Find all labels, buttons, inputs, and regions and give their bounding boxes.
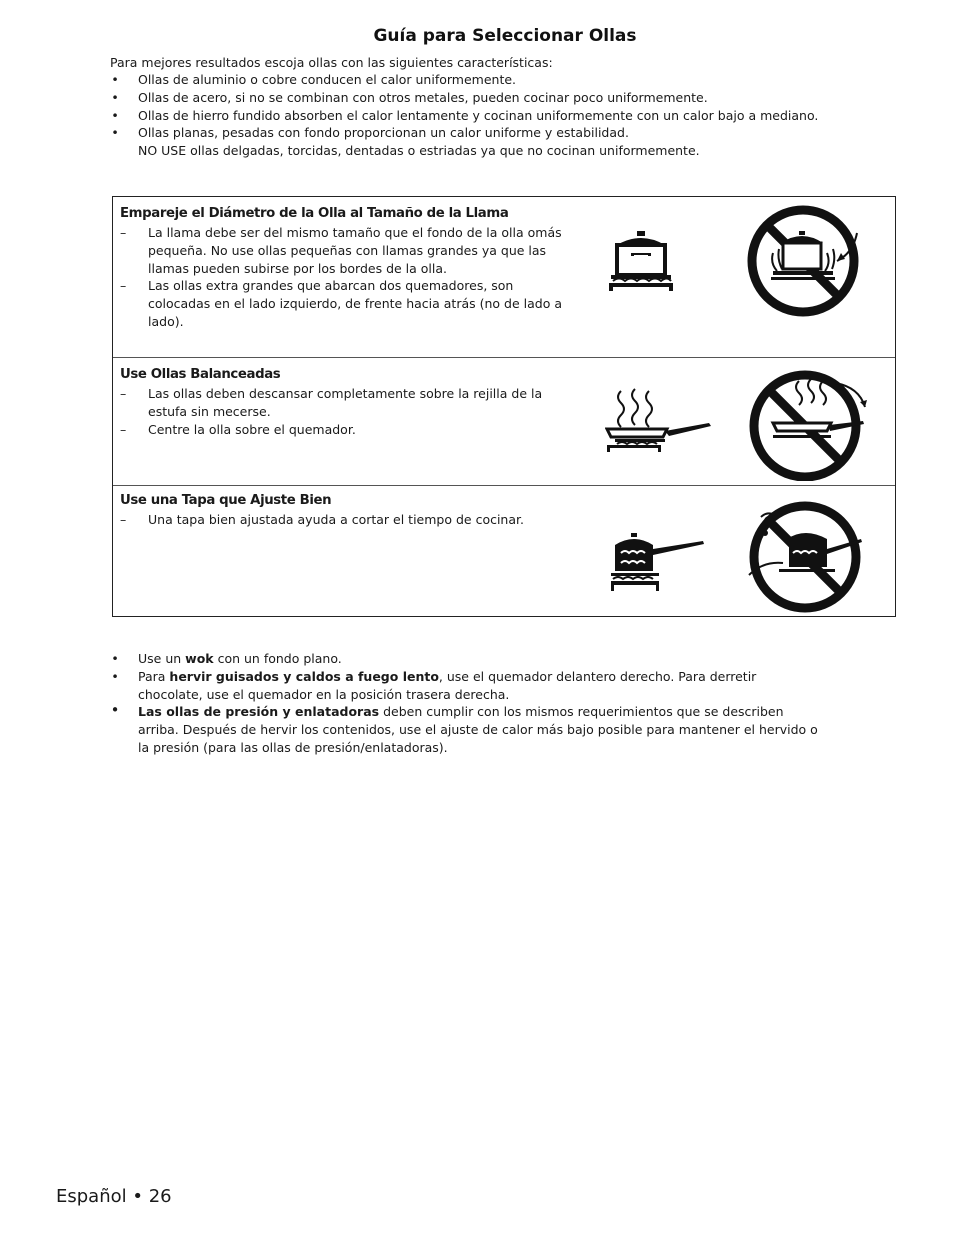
section-heading: Use Ollas Balanceadas	[120, 367, 281, 382]
list-item: • Use un wok con un fondo plano.	[111, 651, 342, 666]
section-heading: Use una Tapa que Ajuste Bien	[120, 493, 332, 508]
section-heading: Empareje el Diámetro de la Olla al Tamaño de la Llama	[120, 206, 509, 221]
section-match-diameter	[113, 197, 895, 358]
page-footer: Español • 26	[56, 1186, 172, 1207]
section-items	[120, 385, 598, 438]
pot-guide-table	[112, 196, 896, 617]
list-item: – Una tapa bien ajustada ayuda a cortar el tiempo de cocinar.	[120, 512, 524, 527]
characteristics-list	[110, 71, 890, 160]
list-item: – Las ollas deben descansar completamente sobre la rejilla de la estufa sin mecerse.	[120, 386, 543, 419]
list-item: – Las ollas extra grandes que abarcan dos quemadores, son colocadas en el lado izquierdo, de frente hacia atrás (no de lado a lado).	[120, 278, 562, 329]
list-item: • Ollas de aluminio o cobre conducen el calor uniformemente.	[111, 72, 517, 87]
pot-on-burner-icon	[607, 229, 677, 293]
list-item: • Ollas de hierro fundido absorben el calor lentamente y cocinan uniformemente con un calor bajo a mediano.	[111, 107, 819, 123]
section-tight-lid	[113, 485, 895, 616]
warning-line: NO USE ollas delgadas, torcidas, dentadas o estriadas ya que no cocinan uniformemente.	[138, 143, 700, 159]
loose-lid-prohibited-icon	[743, 499, 867, 613]
section-items	[120, 511, 598, 529]
pot-small-on-large-flame-prohibited-icon	[743, 203, 867, 317]
list-item: • Para hervir guisados y caldos a fuego lento, use el quemador delantero derecho. Para derretir chocolate, use el quemador en la posición trasera derecha.	[111, 668, 757, 702]
unbalanced-pan-prohibited-icon	[747, 369, 871, 481]
balanced-pan-icon	[605, 387, 713, 453]
tips-list	[110, 650, 880, 757]
list-item: • Ollas de acero, si no se combinan con otros metales, pueden cocinar poco uniformemente.	[111, 89, 708, 105]
list-item: • Ollas planas, pesadas con fondo proporcionan un calor uniforme y estabilidad.	[111, 125, 629, 141]
intro-text: Para mejores resultados escoja ollas con las siguientes características:	[110, 55, 553, 70]
section-items	[120, 224, 598, 331]
section-balanced-pans	[113, 357, 895, 486]
lidded-saucepan-icon	[609, 531, 709, 593]
list-item: • Las ollas de presión y enlatadoras deben cumplir con los mismos requerimientos que se describen arriba. Después de hervir los contenidos, use el ajuste de calor más bajo posible para mantener el hervido o la presión (para las ollas de presión/enlatadoras).	[110, 701, 818, 755]
list-item: – La llama debe ser del mismo tamaño que el fondo de la olla omás pequeña. No use ollas pequeñas con llamas grandes ya que las llamas pueden subirse por los bordes de la olla.	[120, 225, 562, 276]
page-title: Guía para Seleccionar Ollas	[373, 26, 637, 46]
list-item: – Centre la olla sobre el quemador.	[120, 421, 356, 437]
